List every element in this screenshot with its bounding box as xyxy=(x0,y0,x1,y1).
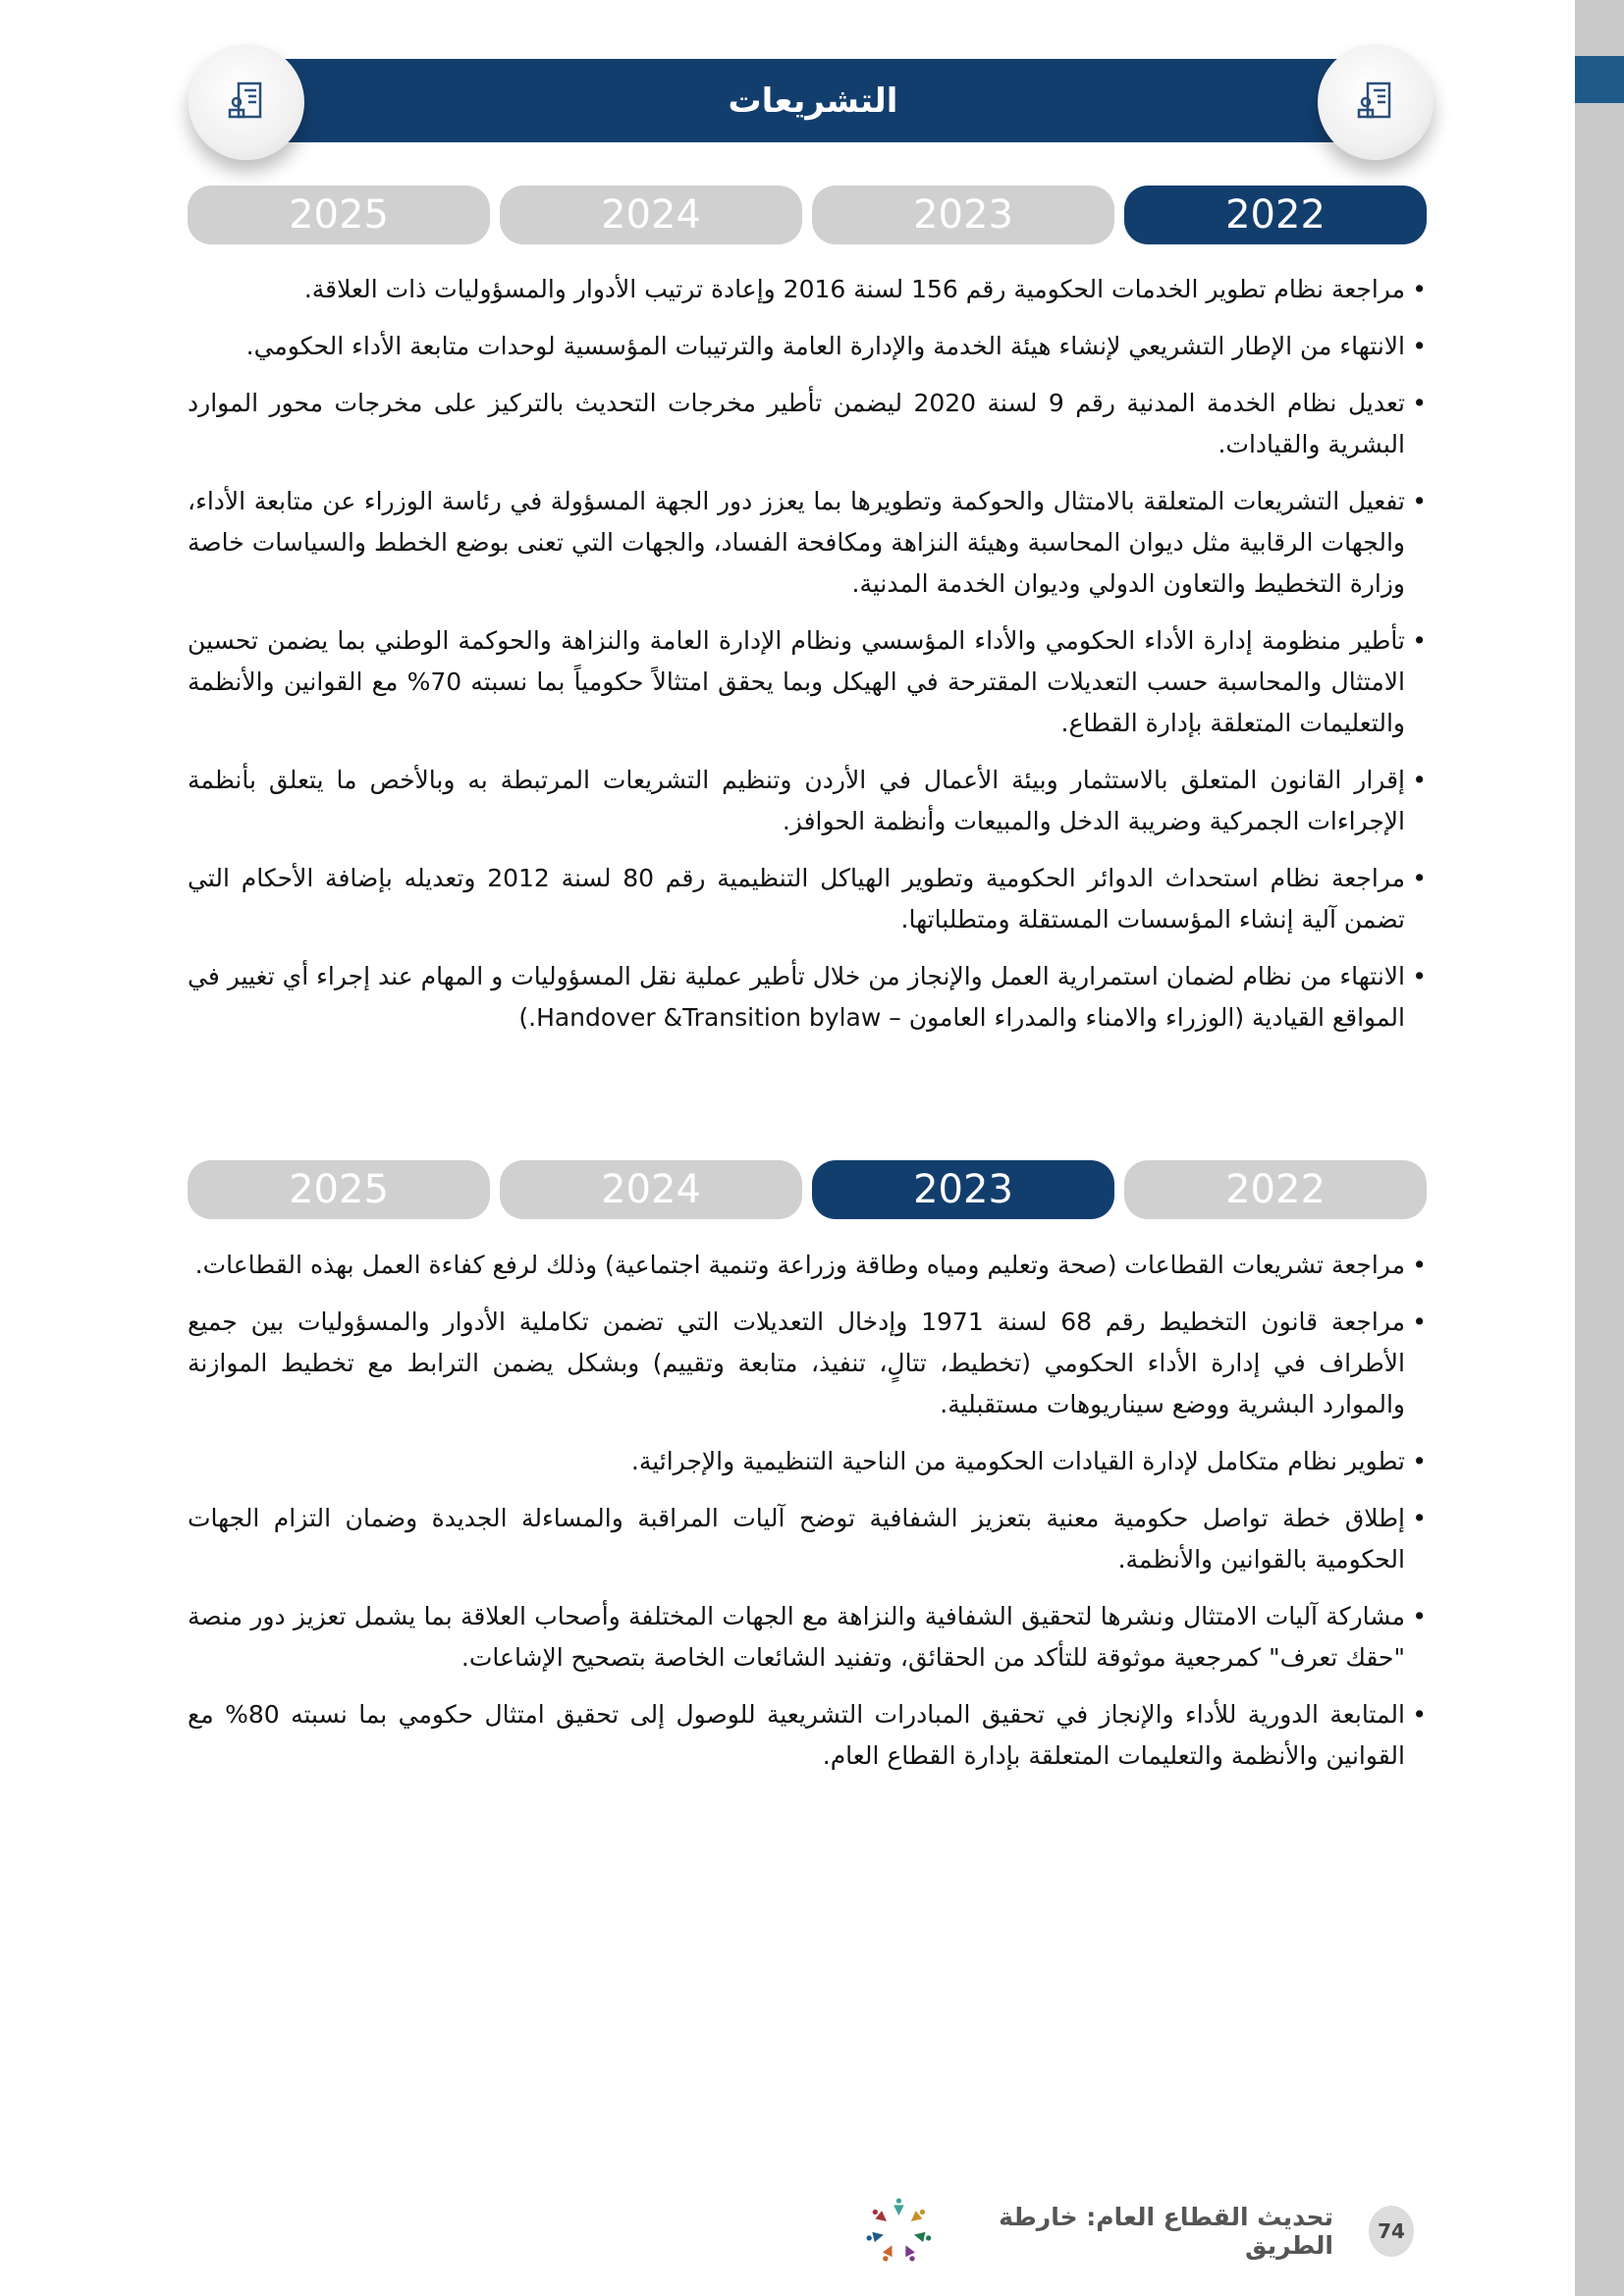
document-stamp-icon xyxy=(1356,80,1395,124)
year-tab-2022[interactable]: 2022 xyxy=(1124,1160,1427,1219)
bullet-icon: • xyxy=(1412,1700,1427,1729)
chapter-marker xyxy=(1575,56,1624,103)
page-title: التشريعات xyxy=(728,80,898,121)
year-tabs-2022 xyxy=(188,186,1427,244)
list-item-text: تطوير نظام متكامل لإدارة القيادات الحكومية من الناحية التنظيمية والإجرائية. xyxy=(630,1447,1405,1475)
bullet-icon: • xyxy=(1412,487,1427,515)
list-item-text: تأطير منظومة إدارة الأداء الحكومي والأداء المؤسسي ونظام الإدارة العامة والنزاهة والحوكمة الوطني بما يضمن تحسين الامتثال والمحاسبة حسب التعديلات المقترحة في الهيكل وبما يحقق امتثالاً حكومياً بما نسبته 70% مع القوانين والأنظمة والتعليمات المتعلقة بإدارة القطاع. xyxy=(188,626,1406,737)
list-item-text: الانتهاء من الإطار التشريعي لإنشاء هيئة الخدمة والإدارة العامة والترتيبات المؤسسية لوحدات متابعة الأداء الحكومي. xyxy=(245,332,1405,360)
bullet-icon: • xyxy=(1412,1504,1427,1532)
section-header xyxy=(253,59,1373,142)
section-2022 xyxy=(188,269,1427,1054)
bullet-icon: • xyxy=(1412,1308,1427,1336)
list-item-text: تعديل نظام الخدمة المدنية رقم 9 لسنة 2020 ليضمن تأطير مخرجات التحديث بالتركيز على مخرجات محور الموارد البشرية والقيادات. xyxy=(188,389,1405,458)
year-tab-2023[interactable]: 2023 xyxy=(812,186,1114,244)
page-footer xyxy=(864,2194,1414,2268)
year-tab-2025[interactable]: 2025 xyxy=(188,186,490,244)
list-item-text: مراجعة قانون التخطيط رقم 68 لسنة 1971 وإدخال التعديلات التي تضمن تكاملية الأدوار والمسؤوليات بين جميع الأطراف في إدارة الأداء الحكومي (تخطيط، تتالٍ، تنفيذ، متابعة وتقييم) وبشكل يضمن الترابط مع تخطيط الموازنة والموارد البشرية ووضع سيناريوهات مستقبلية. xyxy=(188,1308,1405,1418)
list-item xyxy=(188,1441,1427,1482)
document-stamp-icon xyxy=(227,80,266,124)
list-item xyxy=(188,1302,1427,1425)
bullet-icon: • xyxy=(1412,275,1427,303)
bullet-icon: • xyxy=(1412,766,1427,794)
list-item-text: مشاركة آليات الامتثال ونشرها لتحقيق الشفافية والنزاهة مع الجهات المختلفة وأصحاب العلاقة بما يشمل تعزيز دور منصة "حقك تعرف" كمرجعية موثوقة للتأكد من الحقائق، وتفنيد الشائعات الخاصة بتصحيح الإشاعات. xyxy=(188,1602,1405,1672)
list-item-text: تفعيل التشريعات المتعلقة بالامتثال والحوكمة وتطويرها بما يعزز دور الجهة المسؤولة في رئاسة الوزراء عن متابعة الأداء، والجهات الرقابية مثل ديوان المحاسبة وهيئة النزاهة ومكافحة الفساد، والجهات التي تعنى بوضع الخطط والسياسات خاصة وزارة التخطيط والتعاون الدولي وديوان الخدمة المدنية. xyxy=(188,487,1405,598)
list-item xyxy=(188,1498,1427,1580)
list-item-text: المتابعة الدورية للأداء والإنجاز في تحقيق المبادرات التشريعية للوصول إلى تحقيق امتثال حكومي بما نسبته 80% مع القوانين والأنظمة والتعليمات المتعلقة بإدارة القطاع العام. xyxy=(188,1700,1405,1770)
footer-title: تحديث القطاع العام: خارطة الطريق xyxy=(999,2202,1333,2260)
list-item-text: إطلاق خطة تواصل حكومية معنية بتعزيز الشفافية توضح آليات المراقبة والمساءلة الجديدة وضمان التزام الجهات الحكومية بالقوانين والأنظمة. xyxy=(188,1504,1405,1574)
list-item xyxy=(188,326,1427,367)
bullet-icon: • xyxy=(1412,1447,1427,1475)
bullet-icon: • xyxy=(1412,626,1427,655)
section-2023 xyxy=(188,1245,1427,1792)
year-tab-2024[interactable]: 2024 xyxy=(500,186,802,244)
list-item-text: مراجعة تشريعات القطاعات (صحة وتعليم ومياه وطاقة وزراعة وتنمية اجتماعية) وذلك لرفع كفاءة العمل بهذه القطاعات. xyxy=(194,1251,1405,1279)
header-badge-right xyxy=(1318,44,1434,160)
bullet-icon: • xyxy=(1412,332,1427,360)
year-tab-2025[interactable]: 2025 xyxy=(188,1160,490,1219)
list-item xyxy=(188,383,1427,465)
side-strip xyxy=(1575,0,1624,2296)
header-badge-left xyxy=(189,44,304,160)
list-item-text: مراجعة نظام تطوير الخدمات الحكومية رقم 156 لسنة 2016 وإعادة ترتيب الأدوار والمسؤوليات ذات العلاقة. xyxy=(303,275,1405,303)
list-item xyxy=(188,481,1427,605)
bullet-icon: • xyxy=(1412,962,1427,990)
year-tabs-2023 xyxy=(188,1160,1427,1219)
list-item xyxy=(188,1596,1427,1679)
list-item-text: إقرار القانون المتعلق بالاستثمار وبيئة الأعمال في الأردن وتنظيم التشريعات المرتبطة به وبالأخص ما يتعلق بأنظمة الإجراءات الجمركية وضريبة الدخل والمبيعات وأنظمة الحوافز. xyxy=(188,766,1405,835)
list-item xyxy=(188,269,1427,310)
bullet-icon: • xyxy=(1412,389,1427,417)
year-tab-2022[interactable]: 2022 xyxy=(1124,186,1427,244)
list-item xyxy=(188,1245,1427,1286)
year-tab-2023[interactable]: 2023 xyxy=(812,1160,1114,1219)
list-item xyxy=(188,620,1427,744)
bullet-icon: • xyxy=(1412,1251,1427,1279)
list-item xyxy=(188,956,1427,1039)
list-item-text: مراجعة نظام استحداث الدوائر الحكومية وتطوير الهياكل التنظيمية رقم 80 لسنة 2012 وتعديله بإضافة الأحكام التي تضمن آلية إنشاء المؤسسات المستقلة ومتطلباتها. xyxy=(188,864,1405,934)
people-circle-logo xyxy=(864,2192,934,2270)
list-item xyxy=(188,1694,1427,1777)
page-number: 74 xyxy=(1369,2206,1414,2257)
year-tab-2024[interactable]: 2024 xyxy=(500,1160,802,1219)
list-item-text: الانتهاء من نظام لضمان استمرارية العمل والإنجاز من خلال تأطير عملية نقل المسؤوليات و المهام عند إجراء أي تغيير في المواقع القيادية (الوزراء والامناء والمدراء العامون – Handover &Transition bylaw.) xyxy=(188,962,1405,1032)
bullet-icon: • xyxy=(1412,864,1427,892)
list-item xyxy=(188,858,1427,940)
bullet-icon: • xyxy=(1412,1602,1427,1630)
list-item xyxy=(188,760,1427,842)
